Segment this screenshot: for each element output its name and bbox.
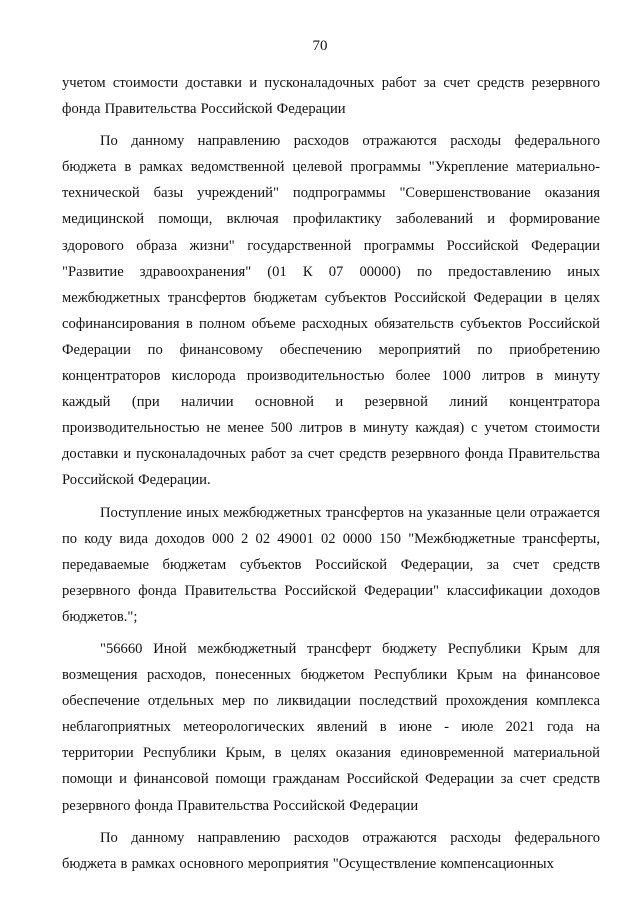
document-body (62, 70, 600, 883)
paragraph: Поступление иных межбюджетных трансфертов на указанные цели отражается по коду вида доходов 000 2 02 49001 02 0000 150 "Межбюджетные трансферты, передаваемые бюджетам субъектов Российской Федерации, за счет средств резервного фонда Правительства Российской Федерации" классификации доходов бюджетов."; (62, 504, 600, 625)
paragraph-continuation: учетом стоимости доставки и пусконаладочных работ за счет средств резервного фонда Правительства Российской Федерации (62, 75, 600, 118)
paragraph: По данному направлению расходов отражаются расходы федерального бюджета в рамках ведомственной целевой программы "Укрепление материально-технической базы учреждений" подпрограммы "Совершенствование оказания медицинской помощи, включая профилактику заболеваний и формирование здорового образа жизни" государственной программы Российской Федерации "Развитие здравоохранения" (01 К 07 00000) по предоставлению иных межбюджетных трансфертов бюджетам субъектов Российской Федерации в целях софинансирования в полном объеме расходных обязательств субъектов Российской Федерации по финансовому обеспечению мероприятий по приобретению концентраторов кислорода производительностью более 1000 литров в минуту каждый (при наличии основной и резервной линий концентратора производительностью не менее 500 литров в минуту каждая) с учетом стоимости доставки и пусконаладочных работ за счет средств резервного фонда Правительства Российской Федерации. (62, 133, 600, 489)
page-number: 70 (312, 38, 328, 54)
paragraph: По данному направлению расходов отражаются расходы федерального бюджета в рамках основного мероприятия "Осуществление компенсационных (62, 829, 600, 872)
paragraph: "56660 Иной межбюджетный трансферт бюджету Республики Крым для возмещения расходов, понесенных бюджетом Республики Крым на финансовое обеспечение отдельных мер по ликвидации последствий прохождения комплекса неблагоприятных метеорологических явлений в июне - июле 2021 года на территории Республики Крым, в целях оказания единовременной материальной помощи и финансовой помощи гражданам Российской Федерации за счет средств резервного фонда Правительства Российской Федерации (62, 640, 600, 814)
